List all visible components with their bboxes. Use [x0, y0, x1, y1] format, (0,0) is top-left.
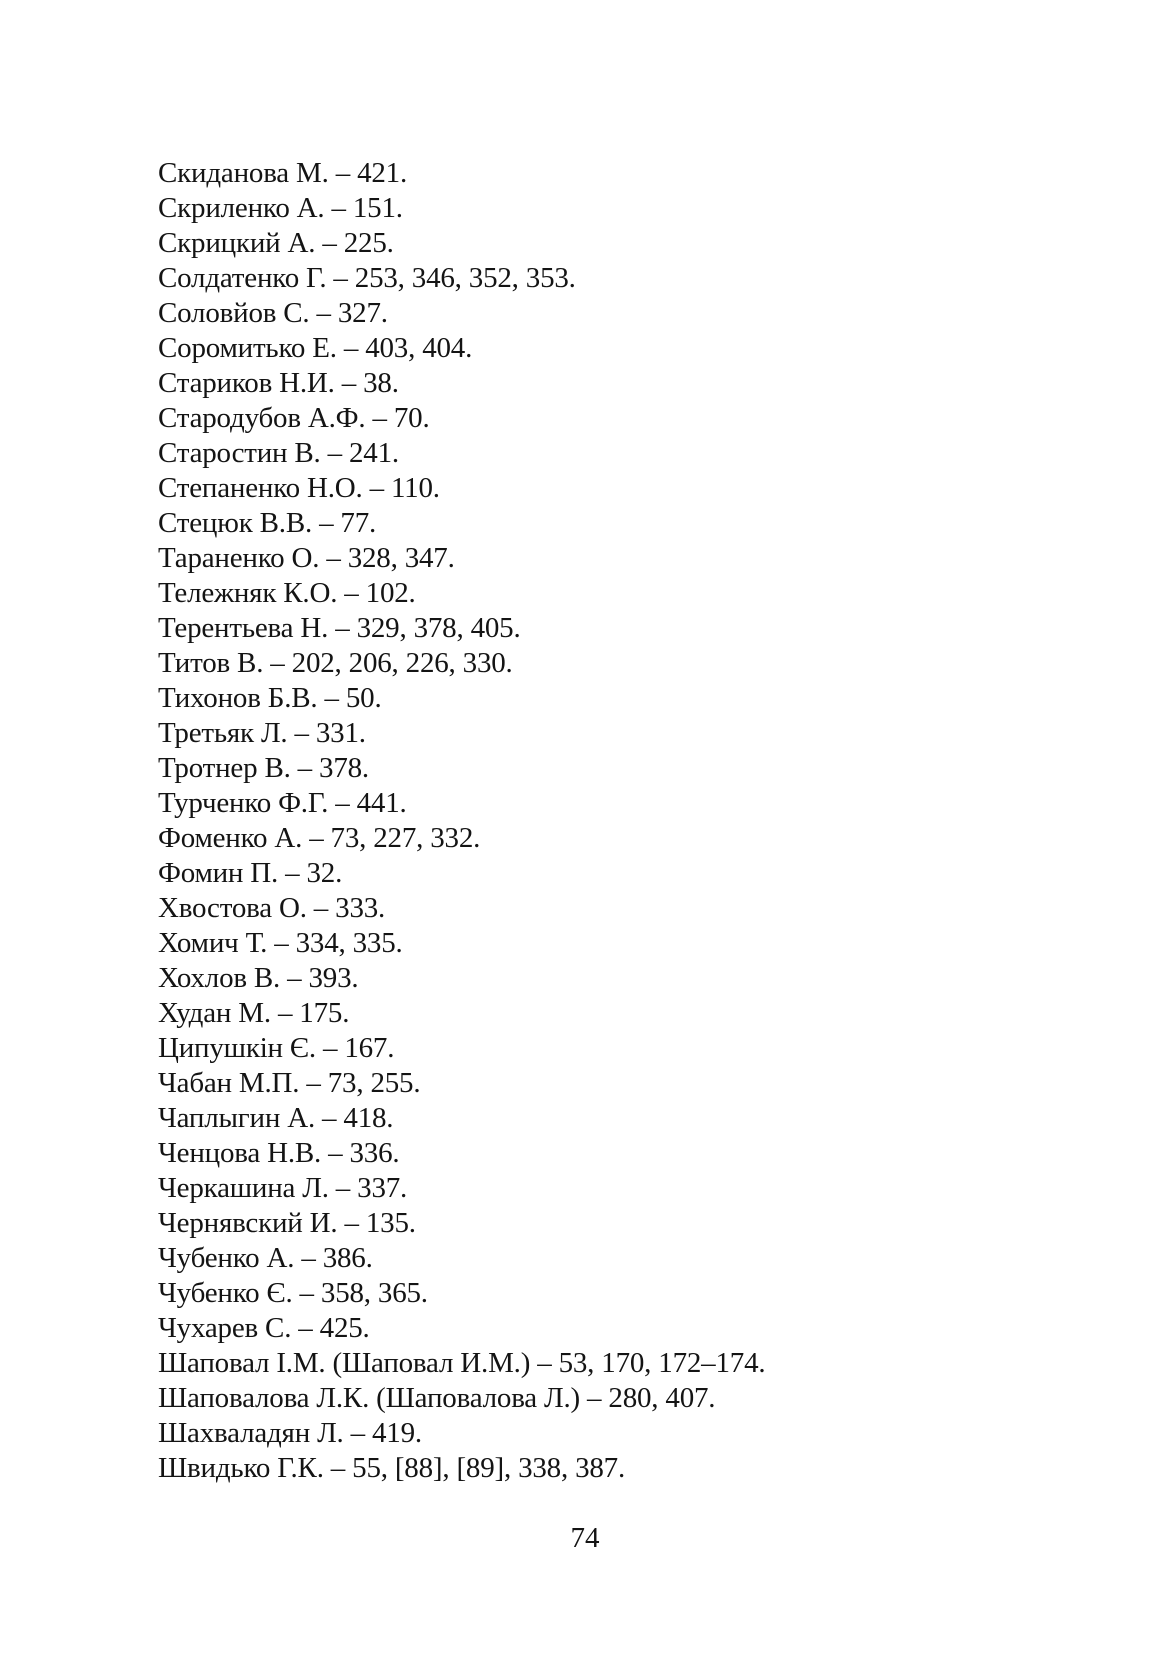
index-entry: Турченко Ф.Г. – 441. [158, 787, 407, 819]
index-entry: Третьяк Л. – 331. [158, 717, 366, 749]
index-entry: Ченцова Н.В. – 336. [158, 1137, 400, 1169]
index-entry: Степаненко Н.О. – 110. [158, 472, 440, 504]
page-number: 74 [570, 1522, 600, 1554]
index-entry: Хвостова О. – 333. [158, 892, 386, 924]
index-entry: Шаповалова Л.К. (Шаповалова Л.) – 280, 407. [158, 1382, 716, 1414]
index-entry: Чубенко А. – 386. [158, 1242, 373, 1274]
index-entry: Тараненко О. – 328, 347. [158, 542, 455, 574]
index-entry: Ципушкін Є. – 167. [158, 1032, 395, 1064]
name-index-list [158, 156, 1058, 1486]
index-entry: Скиданова М. – 421. [158, 157, 408, 189]
index-entry: Солдатенко Г. – 253, 346, 352, 353. [158, 262, 576, 294]
index-entry: Тихонов Б.В. – 50. [158, 682, 382, 714]
index-entry: Стародубов А.Ф. – 70. [158, 402, 430, 434]
index-entry: Стариков Н.И. – 38. [158, 367, 399, 399]
index-entry: Шахваладян Л. – 419. [158, 1417, 422, 1449]
index-entry: Старостин В. – 241. [158, 437, 399, 469]
index-entry: Хомич Т. – 334, 335. [158, 927, 403, 959]
index-entry: Чернявский И. – 135. [158, 1207, 416, 1239]
index-entry: Чабан М.П. – 73, 255. [158, 1067, 421, 1099]
index-entry: Стецюк В.В. – 77. [158, 507, 377, 539]
index-entry: Чухарев С. – 425. [158, 1312, 370, 1344]
index-entry: Скрицкий А. – 225. [158, 227, 394, 259]
index-entry: Фоменко А. – 73, 227, 332. [158, 822, 481, 854]
index-entry: Черкашина Л. – 337. [158, 1172, 408, 1204]
index-entry: Фомин П. – 32. [158, 857, 343, 889]
index-entry: Скриленко А. – 151. [158, 192, 403, 224]
index-entry: Терентьева Н. – 329, 378, 405. [158, 612, 521, 644]
index-entry: Тележняк К.О. – 102. [158, 577, 416, 609]
index-entry: Титов В. – 202, 206, 226, 330. [158, 647, 513, 679]
index-entry: Шаповал І.М. (Шаповал И.М.) – 53, 170, 172–174. [158, 1347, 766, 1379]
index-entry: Соловйов С. – 327. [158, 297, 388, 329]
index-entry: Худан М. – 175. [158, 997, 350, 1029]
index-entry: Соромитько Е. – 403, 404. [158, 332, 473, 364]
index-entry: Швидько Г.К. – 55, [88], [89], 338, 387. [158, 1452, 626, 1484]
index-entry: Чубенко Є. – 358, 365. [158, 1277, 428, 1309]
index-entry: Хохлов В. – 393. [158, 962, 359, 994]
index-entry: Чаплыгин А. – 418. [158, 1102, 394, 1134]
index-entry: Тротнер В. – 378. [158, 752, 369, 784]
